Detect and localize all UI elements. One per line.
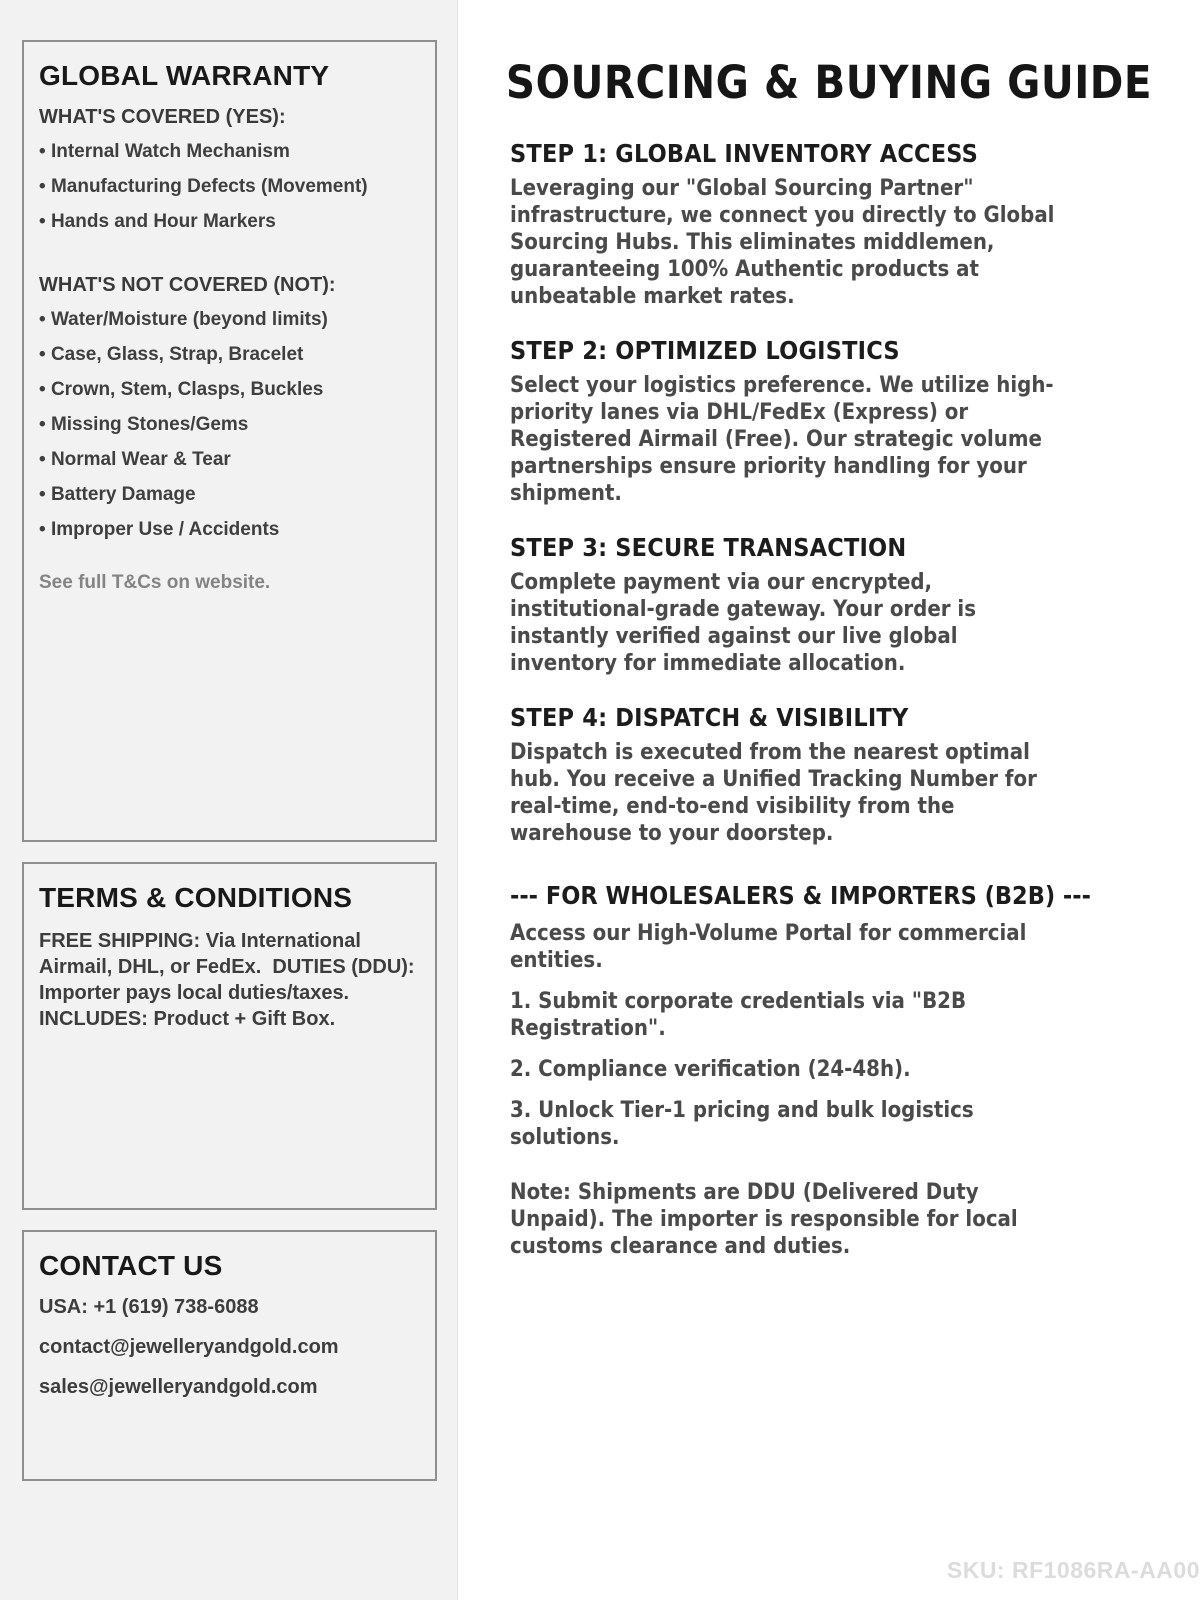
guide-content: [458, 139, 1200, 1260]
sidebar: [0, 0, 458, 1600]
step-1-heading: STEP 1: GLOBAL INVENTORY ACCESS: [510, 139, 978, 168]
b2b-intro: Access our High-Volume Portal for commercial entities.: [510, 921, 1027, 973]
covered-item: • Manufacturing Defects (Movement): [39, 174, 419, 199]
b2b-item-2: 2. Compliance verification (24-48h).: [510, 1057, 911, 1082]
step-1-body: Leveraging our "Global Sourcing Partner" infrastructure, we connect you directly to Global Sourcing Hubs. This eliminates middlemen, guaranteeing 100% Authentic products at unbeatable market rates.: [510, 176, 1055, 309]
b2b-item-1: 1. Submit corporate credentials via "B2B Registration".: [510, 989, 967, 1041]
warranty-footnote: See full T&Cs on website.: [39, 572, 271, 593]
not-covered-item: • Crown, Stem, Clasps, Buckles: [39, 377, 419, 402]
not-covered-heading: WHAT'S NOT COVERED (NOT):: [39, 274, 336, 296]
step-section: [510, 139, 1160, 310]
sku-label: SKU: RF1086RA-AA00: [946, 1557, 1200, 1583]
b2b-section: [510, 881, 1160, 1260]
b2b-note: Note: Shipments are DDU (Delivered Duty Unpaid). The importer is responsible for local customs clearance and duties.: [510, 1180, 1018, 1259]
covered-item: • Internal Watch Mechanism: [39, 139, 419, 164]
step-2-body: Select your logistics preference. We utilize high-priority lanes via DHL/FedEx (Express) or Registered Airmail (Free). Our strategic volume partnerships ensure priority handling for your shipment.: [510, 373, 1054, 506]
contact-panel: [22, 1230, 437, 1481]
terms-panel: [22, 862, 437, 1210]
step-3-body: Complete payment via our encrypted, institutional-grade gateway. Your order is instantly verified against our live global inventory for immediate allocation.: [510, 570, 976, 676]
terms-title: TERMS & CONDITIONS: [39, 882, 353, 913]
step-section: [510, 703, 1160, 847]
step-section: [510, 336, 1160, 507]
not-covered-item: • Water/Moisture (beyond limits): [39, 307, 419, 332]
not-covered-item: • Improper Use / Accidents: [39, 517, 419, 542]
not-covered-item: • Battery Damage: [39, 482, 419, 507]
not-covered-list: [39, 307, 419, 542]
contact-phone: USA: +1 (619) 738-6088: [39, 1296, 259, 1318]
not-covered-item: • Case, Glass, Strap, Bracelet: [39, 342, 419, 367]
step-section: [510, 533, 1160, 677]
step-3-heading: STEP 3: SECURE TRANSACTION: [510, 533, 907, 562]
contact-email: contact@jewelleryandgold.com: [39, 1336, 339, 1358]
step-4-heading: STEP 4: DISPATCH & VISIBILITY: [510, 703, 909, 732]
not-covered-item: • Missing Stones/Gems: [39, 412, 419, 437]
terms-body: FREE SHIPPING: Via International Airmail, DHL, or FedEx. DUTIES (DDU): Importer pays local duties/taxes. INCLUDES: Product + Gift Box.: [39, 930, 421, 1030]
covered-list: [39, 139, 419, 234]
main-column: [458, 0, 1200, 1600]
step-2-heading: STEP 2: OPTIMIZED LOGISTICS: [510, 336, 900, 365]
covered-item: • Hands and Hour Markers: [39, 209, 419, 234]
contact-sales-email: sales@jewelleryandgold.com: [39, 1376, 318, 1398]
not-covered-item: • Normal Wear & Tear: [39, 447, 419, 472]
contact-title: CONTACT US: [39, 1250, 223, 1281]
covered-heading: WHAT'S COVERED (YES):: [39, 106, 286, 128]
b2b-item-3: 3. Unlock Tier-1 pricing and bulk logistics solutions.: [510, 1098, 974, 1150]
warranty-panel: [22, 40, 437, 842]
step-4-body: Dispatch is executed from the nearest optimal hub. You receive a Unified Tracking Number for real-time, end-to-end visibility from the warehouse to your doorstep.: [510, 740, 1037, 846]
b2b-heading: --- FOR WHOLESALERS & IMPORTERS (B2B) ---: [510, 881, 1091, 910]
warranty-title: GLOBAL WARRANTY: [39, 60, 330, 91]
page-title: SOURCING & BUYING GUIDE: [505, 56, 1153, 109]
